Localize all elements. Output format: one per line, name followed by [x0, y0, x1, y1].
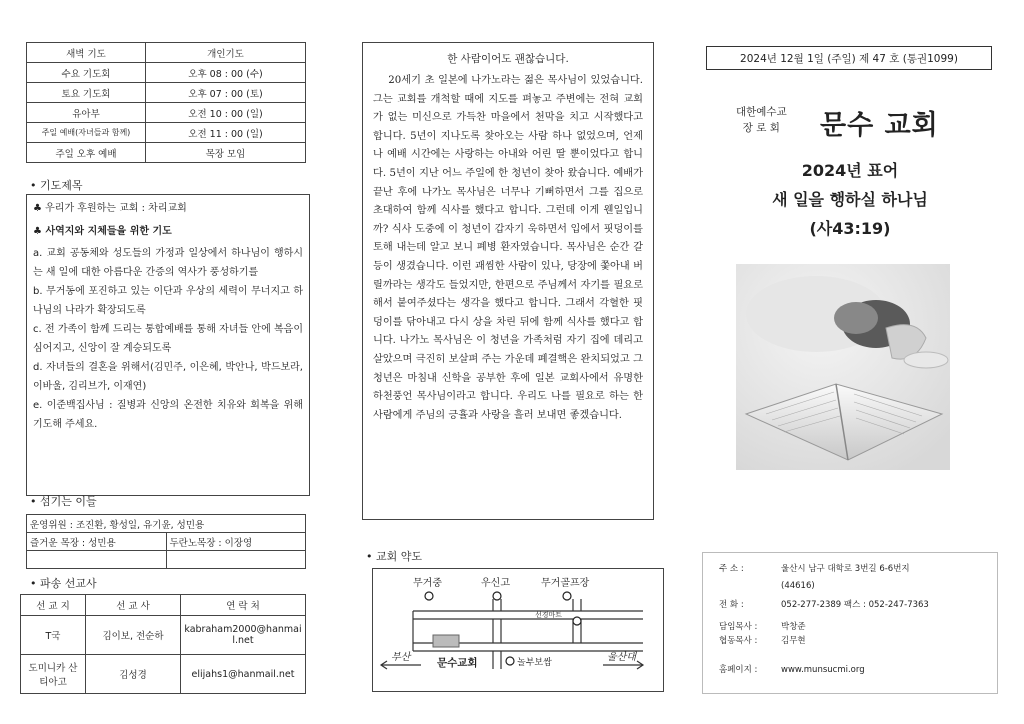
map-label-golf: 무거골프장	[541, 578, 590, 589]
story-title: 한 사람이어도 괜찮습니다.	[447, 53, 569, 65]
prayer-item: d. 자녀들의 결혼을 위해서(김민주, 이은혜, 박안나, 박드보라, 이바울, 김리브가, 이재연)	[33, 362, 303, 392]
schedule-row	[27, 63, 306, 83]
missionaries-table	[20, 594, 306, 694]
schedule-row	[27, 83, 306, 103]
servers-leader-1: 즐거운 목장 : 성민용	[27, 533, 167, 551]
mission-names: 김이보, 전순하	[86, 616, 181, 655]
mission-header-name: 선 교 사	[86, 595, 181, 616]
schedule-service-name: 유아부	[27, 103, 146, 123]
map-label-market: 놀부보쌈	[517, 658, 552, 668]
issue-box	[706, 46, 992, 70]
servers-table	[26, 514, 306, 569]
prayer-heading: ♣ 사역지와 지체들을 위한 기도	[33, 226, 172, 237]
map-label-usin: 우신고	[481, 578, 510, 589]
postal-code: (44616)	[781, 581, 815, 591]
mission-names: 김성경	[86, 655, 181, 694]
mission-place: T국	[21, 616, 86, 655]
pastor-value: 박창준	[781, 622, 806, 632]
mugeo-marker	[425, 592, 433, 600]
denomination-line-1: 대한예수교	[736, 106, 787, 118]
church-name: 문수 교회	[820, 110, 939, 141]
address-label: 주 소 :	[719, 564, 744, 574]
prayer-item: c. 전 가족이 함께 드리는 통합예배를 통해 자녀들 안에 복음이 심어지고, 신앙이 잘 계승되도록	[33, 324, 303, 354]
schedule-service-name: 주일 예배(자녀들과 함께)	[27, 123, 146, 143]
schedule-service-time: 오후 07 : 00 (토)	[146, 83, 306, 103]
schedule-service-name: 토요 기도회	[27, 83, 146, 103]
mission-header-place: 선 교 지	[21, 595, 86, 616]
servers-committee: 운영위원 : 조진환, 황성일, 유기윤, 성민용	[27, 515, 306, 533]
associate-value: 김무현	[781, 636, 806, 646]
schedule-row	[27, 103, 306, 123]
mission-header-contact: 연 락 처	[181, 595, 306, 616]
schedule-service-time: 오후 08 : 00 (수)	[146, 63, 306, 83]
schedule-row	[27, 143, 306, 163]
issue-info: 2024년 12월 1일 (주일) 제 47 호 (통권1099)	[740, 52, 958, 65]
schedule-row	[27, 123, 306, 143]
denomination	[736, 104, 787, 136]
supported-church: ♣ 우리가 후원하는 교회 : 차리교회	[33, 203, 187, 214]
prayer-item: a. 교회 공동체와 성도들의 가정과 일상에서 하나님이 행하시는 새 일에 대한 아름다운 간증의 역사가 풍성하기를	[33, 248, 303, 278]
schedule-service-time: 목장 모임	[146, 143, 306, 163]
schedule-row	[27, 43, 306, 63]
motto-verse: (사43:19)	[809, 219, 891, 238]
mission-place: 도미니카 산티아고	[21, 655, 86, 694]
prayer-box	[26, 194, 310, 496]
prayer-item: e. 이준백집사님 : 질병과 신앙의 온전한 치유와 회복을 위해 기도해 주세요.	[33, 400, 303, 430]
story-body: 20세기 초 일본에 나가노라는 젊은 목사님이 있었습니다. 그는 교회를 개척할 때에 지도를 펴놓고 주변에는 전혀 교회가 없는 미신으로 가득찬 마을에서 천막을 치고 시작했다고 합니다. 5년이 지나도록 찾아오는 사람 하나 없었으며, 언제나 예배 시간에는 사랑하는 아내와 어린 딸 뿐이었다고 합니다. 5년이 지난 어느 주일에 한 청년이 찾아 왔습니다. 예배가 끝난 후에 나가노 목사님은 너무나 기뻐하면서 그를 집으로 초대하여 함께 식사를 했다고 합니다. 그런데 이게 웬일입니까? 식사 도중에 이 청년이 갑자기 욱하면서 입에서 핏덩이를 토해 내는데 알고 보니 폐병 환자였습니다. 목사님은 순간 갈등이 생겼습니다. 이런 괘씸한 사람이 있나, 당장에 쫓아내 버릴까라는 생각도 들었지만, 한편으로 주님께서 자기를 필요로 해서 붙여주셨다는 생각을 했다고 합니다. 그래서 각혈한 핏덩이를 닦아내고 다시 상을 차린 뒤에 함께 식사를 했다고 합니다. 나가노 목사님은 이 청년을 가족처럼 자기 집에 데리고 살았으며 극진히 보살펴 주는 가운데 폐결핵은 완치되었고 그 청년은 마침내 신학을 공부한 후에 일본 교회사에서 유명한 하천풍언 목사님이라고 합니다. 우리도 나를 필요로 하는 한 사람에게 주님의 긍휼과 사랑을 흘러 보내면 좋겠습니다.	[373, 75, 643, 421]
schedule-service-time: 개인기도	[146, 43, 306, 63]
market-marker	[506, 657, 514, 665]
map-label-mart: 선경마트	[535, 611, 563, 619]
motto-text: 새 일을 행하실 하나님	[772, 190, 928, 209]
homepage-link[interactable]: www.munsucmi.org	[781, 665, 865, 675]
denomination-line-2: 장 로 회	[742, 122, 780, 134]
homepage-label: 홈페이지 :	[719, 665, 758, 675]
usin-marker	[493, 592, 501, 600]
map-drawing	[373, 569, 663, 691]
contact-box	[702, 552, 998, 694]
map-label-busan: 부산	[391, 652, 411, 663]
address-value: 울산시 남구 대학로 3번길 6-6번지	[781, 564, 910, 574]
map-label-church: 문수교회	[437, 657, 478, 669]
prayer-title: • 기도제목	[30, 179, 83, 192]
golf-marker	[563, 592, 571, 600]
church-map	[372, 568, 664, 692]
map-title: • 교회 약도	[366, 550, 422, 563]
service-schedule-table	[26, 42, 306, 163]
prayer-item: b. 무거동에 포진하고 있는 이단과 우상의 세력이 무너지고 하나님의 나라가 확장되도록	[33, 286, 303, 316]
story-box	[362, 42, 654, 520]
schedule-service-name: 새벽 기도	[27, 43, 146, 63]
schedule-service-time: 오전 10 : 00 (일)	[146, 103, 306, 123]
associate-label: 협동목사 :	[719, 636, 758, 646]
map-label-mugeo: 무거중	[413, 578, 442, 589]
bible-cup-photo	[736, 264, 950, 470]
church-building-icon	[433, 635, 459, 647]
mission-contact: kabraham2000@hanmail.net	[181, 616, 306, 655]
mission-contact: elijahs1@hanmail.net	[181, 655, 306, 694]
phone-label: 전 화 :	[719, 600, 744, 610]
servers-title: • 섬기는 이들	[30, 495, 97, 508]
map-label-ulsan: 울산대	[607, 652, 636, 663]
schedule-service-name: 수요 기도회	[27, 63, 146, 83]
motto-year: 2024년 표어	[801, 161, 899, 180]
schedule-service-time: 오전 11 : 00 (일)	[146, 123, 306, 143]
motto-block	[720, 156, 980, 243]
servers-leader-2: 두란노목장 : 이장영	[166, 533, 306, 551]
bible-illustration	[736, 264, 950, 470]
missionaries-title: • 파송 선교사	[30, 577, 97, 590]
phone-value: 052-277-2389 팩스 : 052-247-7363	[781, 600, 929, 610]
mart-marker	[573, 617, 581, 625]
pastor-label: 담임목사 :	[719, 622, 758, 632]
schedule-service-name: 주일 오후 예배	[27, 143, 146, 163]
